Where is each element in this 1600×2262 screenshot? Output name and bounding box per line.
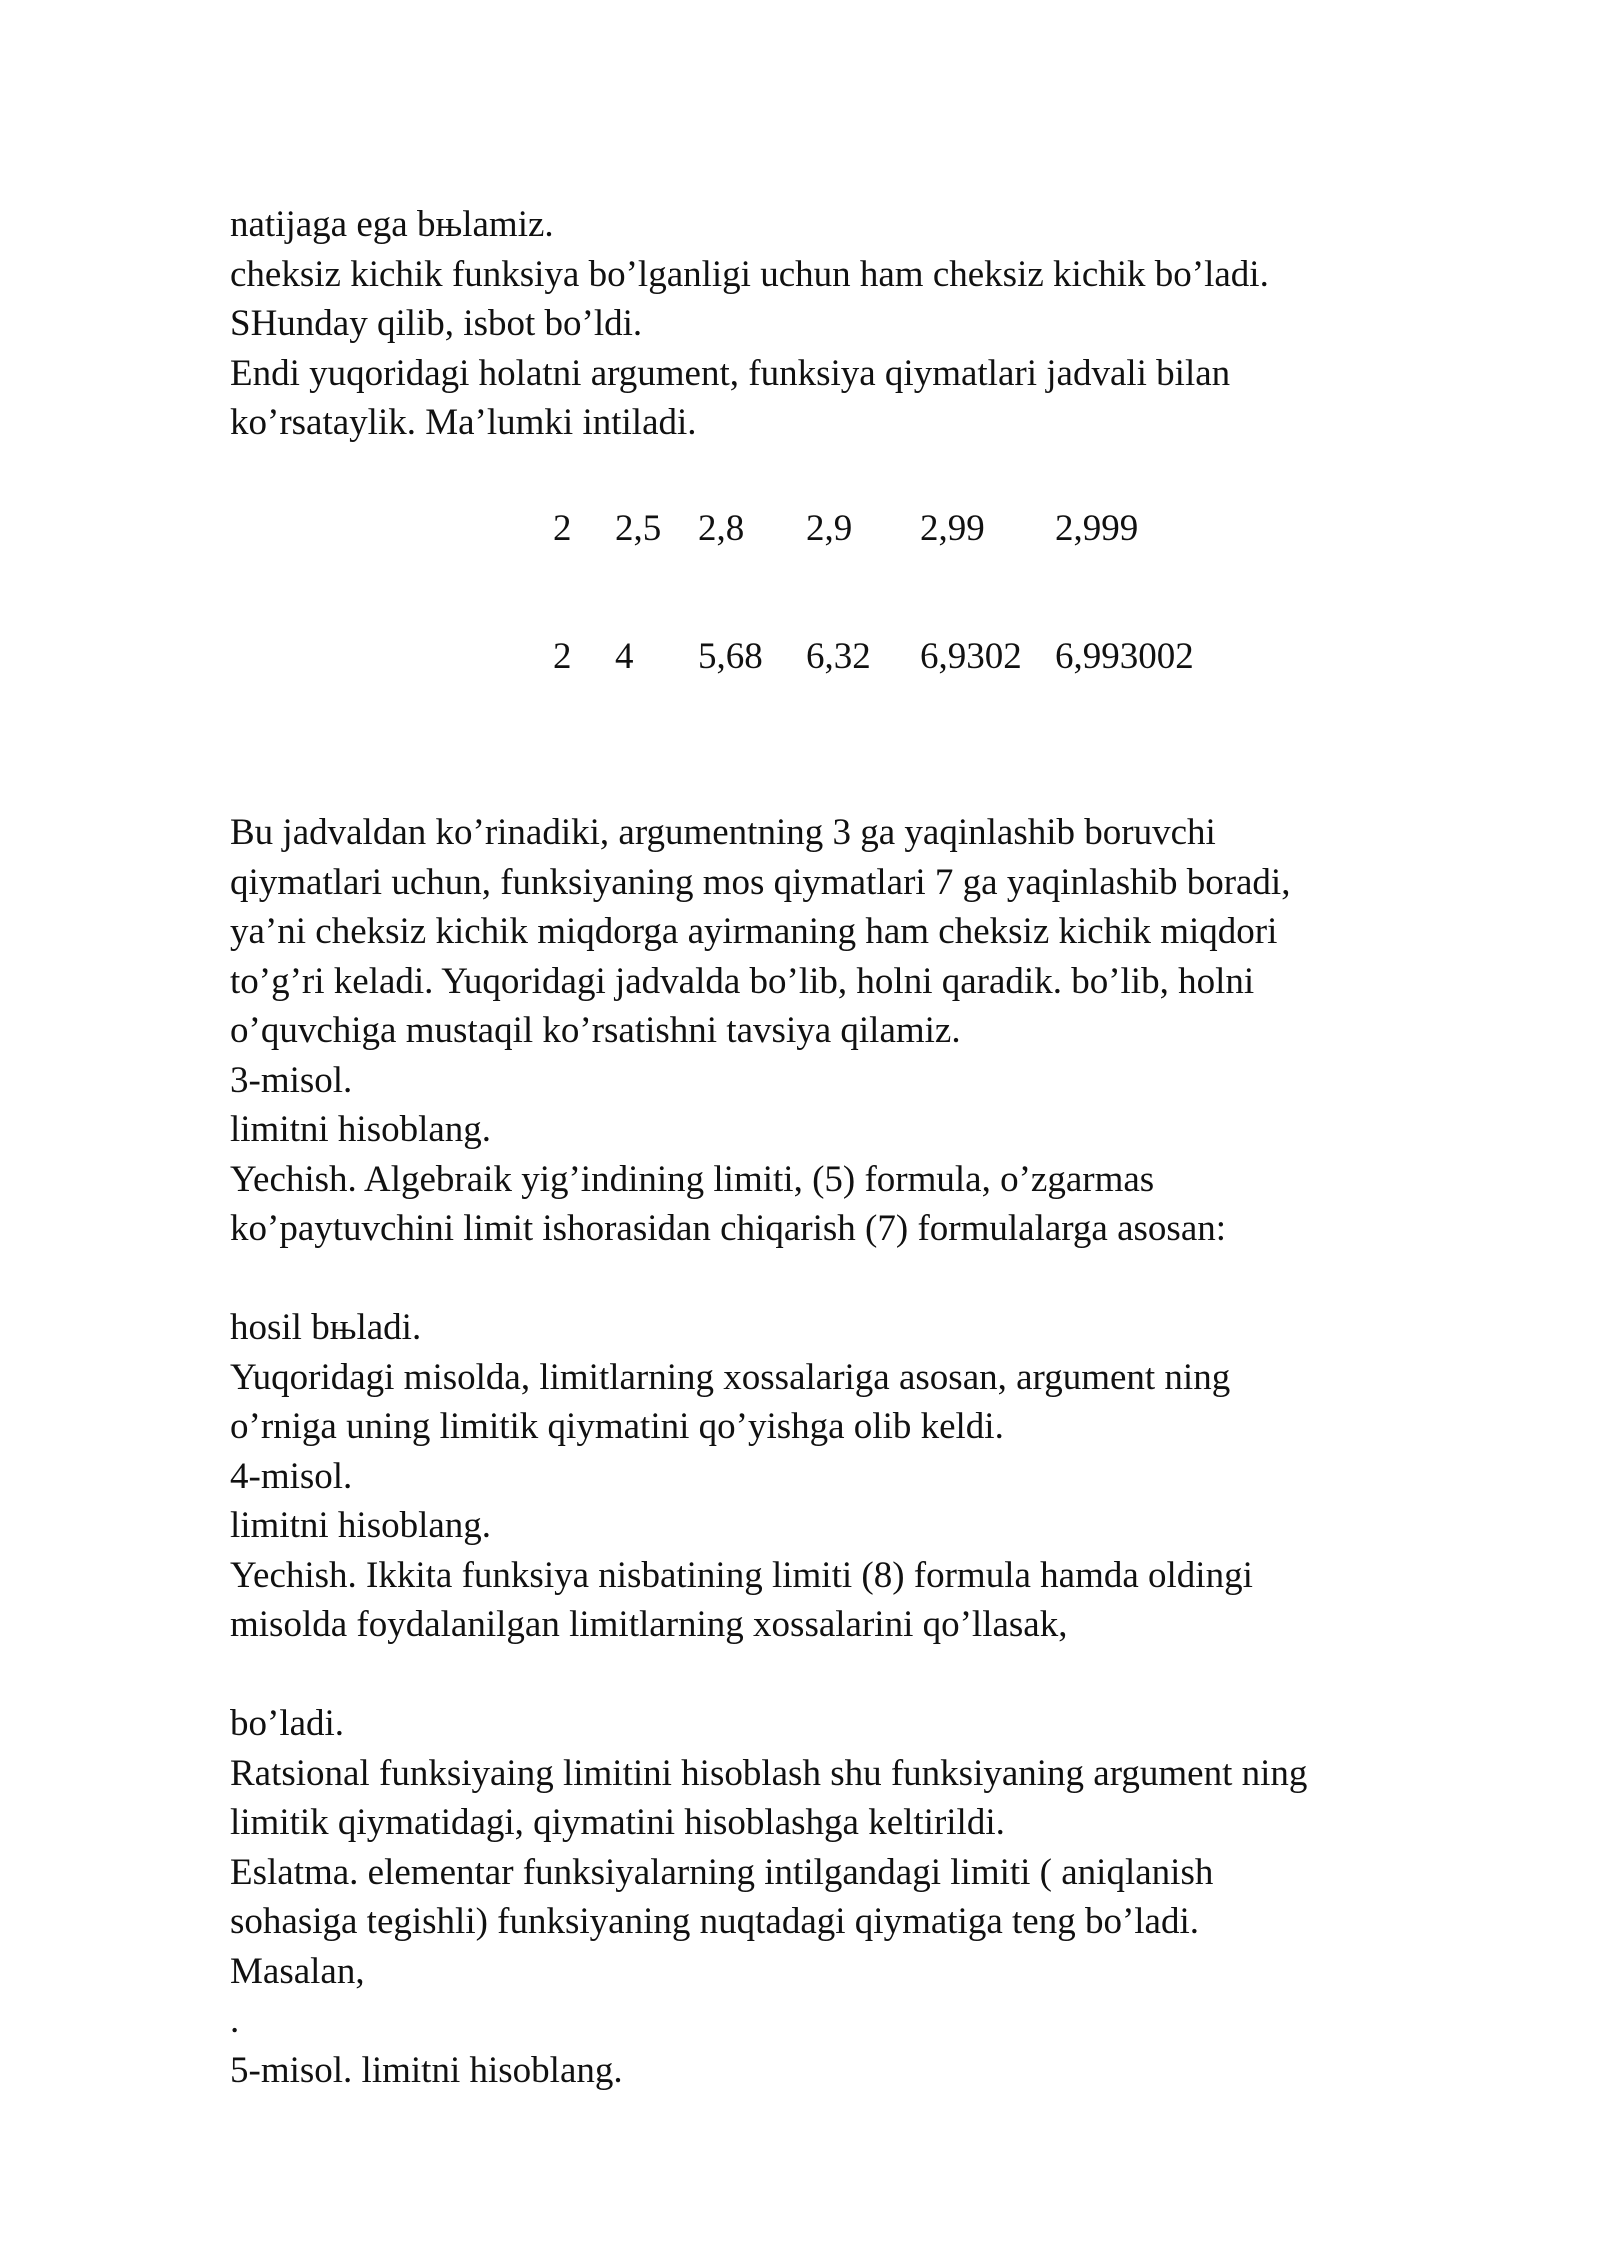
text-line: qiymatlari uchun, funksiyaning mos qiymatlari 7 ga yaqinlashib boradi, <box>230 861 1291 903</box>
example-heading: 4-misol. <box>230 1455 353 1497</box>
table-cell: 2,99 <box>920 508 985 549</box>
text-line: to’g’ri keladi. Yuqoridagi jadvalda bo’lib, holni qaradik. bo’lib, holni <box>230 960 1255 1002</box>
example-heading: 3-misol. <box>230 1059 353 1101</box>
table-cell: 4 <box>615 636 634 677</box>
table-cell: 2 <box>553 636 572 677</box>
table-row-x <box>553 508 1255 636</box>
text-line: o’rniga uning limitik qiymatini qo’yishga olib keldi. <box>230 1406 1004 1447</box>
text-line: limitni hisoblang. <box>230 1109 492 1150</box>
text-line: Masalan, <box>230 1950 365 1992</box>
table-cell: 2 <box>553 508 572 549</box>
table-cell: 6,32 <box>806 636 871 677</box>
values-table <box>553 508 1255 678</box>
table-cell: 2,8 <box>698 508 745 549</box>
text-line: bo’ladi. <box>230 1703 345 1744</box>
text-line: cheksiz kichik funksiya bo’lganligi uchun ham cheksiz kichik bo’ladi. <box>230 253 1269 295</box>
top-paragraphs <box>230 200 1530 448</box>
table-cell: 2,999 <box>1055 508 1139 549</box>
text-line: o’quvchiga mustaqil ko’rsatishni tavsiya qilamiz. <box>230 1010 961 1051</box>
table-cell: 6,993002 <box>1055 636 1194 677</box>
text-line: Endi yuqoridagi holatni argument, funksiya qiymatlari jadvali bilan <box>230 352 1231 394</box>
text-line: Bu jadvaldan ko’rinadiki, argumentning 3 ga yaqinlashib boruvchi <box>230 812 1216 853</box>
text-line: Yechish. Algebraik yig’indining limiti, (5) formula, o’zgarmas <box>230 1158 1155 1200</box>
text-line: misolda foydalanilgan limitlarning xossalarini qo’llasak, <box>230 1604 1068 1645</box>
bottom-paragraphs <box>230 808 1530 2095</box>
table-cell: 5,68 <box>698 636 763 677</box>
table-cell: 2,9 <box>806 508 853 549</box>
text-line: limitni hisoblang. <box>230 1505 492 1546</box>
blank-line <box>230 1254 1530 1304</box>
wrapped-value: 6,9302 <box>920 636 1022 677</box>
text-line: Yechish. Ikkita funksiya nisbatining limiti (8) formula hamda oldingi <box>230 1554 1253 1596</box>
table-cell: 2,5 <box>615 508 662 549</box>
text-line: natijaga ega bњlamiz. <box>230 204 554 245</box>
text-line: Eslatma. elementar funksiyalarning intilgandagi limiti ( aniqlanish <box>230 1851 1214 1893</box>
text-line: limitik qiymatidagi, qiymatini hisoblashga keltirildi. <box>230 1802 1005 1843</box>
example-heading: 5-misol. limitni hisoblang. <box>230 2049 623 2091</box>
table-cell <box>920 636 1055 678</box>
text-line: Ratsional funksiyaing limitini hisoblash shu funksiyaning argument ning <box>230 1752 1308 1794</box>
text-line: ko’paytuvchini limit ishorasidan chiqarish (7) formulalarga asosan: <box>230 1208 1227 1249</box>
table-row-y <box>553 636 1255 678</box>
blank-line <box>230 1650 1530 1700</box>
text-line: SHunday qilib, isbot bo’ldi. <box>230 303 643 344</box>
text-line: ya’ni cheksiz kichik miqdorga ayirmaning ham cheksiz kichik miqdori <box>230 911 1278 952</box>
text-line: . <box>230 2000 240 2041</box>
text-line: sohasiga tegishli) funksiyaning nuqtadagi qiymatiga teng bo’ladi. <box>230 1901 1200 1942</box>
text-line: Yuqoridagi misolda, limitlarning xossalariga asosan, argument ning <box>230 1356 1231 1398</box>
text-line: hosil bњladi. <box>230 1307 422 1348</box>
text-line: ko’rsataylik. Ma’lumki intiladi. <box>230 402 697 443</box>
